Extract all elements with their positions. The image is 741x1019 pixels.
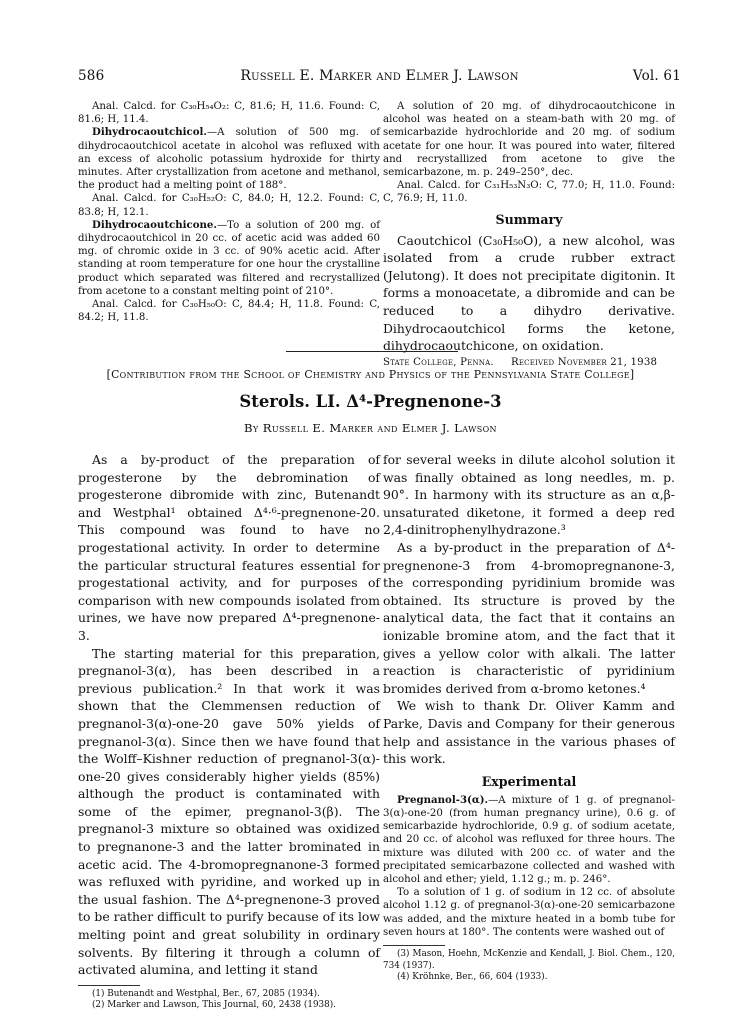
experimental-heading: Experimental [481,773,577,789]
paragraph: The starting material for this preparation, pregnanol-3(α), has been described in a previous publication.² In that work it was shown that the Clemmensen reduction of pregnanol-3(α)-one-20 gave 50% yields of pregnanol-3(α). Since then we have found that the Wolff–Kishner reduction of pregnanol-3(α)-one-20 gives considerably higher yields (85%) although the product is contaminated with some of the epimer, pregnanol-3(β). The pregnanol-3 mixture so obtained was oxidized to pregnanone-3 and the latter brominated in acetic acid. The 4-bromopregnanone-3 formed was refluxed with pyridine, and worked up in the usual fashion. The Δ⁴-pregnenone-3 proved to be rather difficult to purify because of its low melting point and great solubility in ordinary solvents. By filtering it through a column of activated alumina, and letting it stand [78,645,380,978]
page-header [78,68,681,86]
analysis-line: Anal. Calcd. for C₃₁H₅₃N₃O: C, 77.0; H, 11.0. Found: C, 76.9; H, 11.0. [383,180,675,205]
summary-heading: Summary [495,211,563,227]
footnote: (3) Mason, Hoehn, McKenzie and Kendall, J. Biol. Chem., 120, 734 (1937). [383,948,675,971]
article-divider [286,351,458,352]
compound-heading: Dihydrocaoutchicone. [92,218,217,231]
analysis-line: Anal. Calcd. for C₃₀H₅₂O: C, 84.0; H, 12.2. Found: C, 83.8; H, 12.1. [78,193,380,218]
footnote: (1) Butenandt and Westphal, Ber., 67, 2085 (1934). [92,988,320,999]
paragraph [383,794,675,886]
paragraph: As a by-product in the preparation of Δ⁴-pregnenone-3 from 4-bromopregnanone-3, the corresponding pyridinium bromide was obtained. Its structure is proved by the analytical data, the fact that it contains an ionizable bromine atom, and the fact that it gives a yellow color with alkali. The latter reaction is characteristic of pyridinium bromides derived from α-bromo ketones.⁴ [383,539,675,696]
main-left-column [78,451,380,1012]
compound-heading: Dihydrocaoutchicol. [92,126,207,139]
footnote-rule [383,945,445,946]
page-number: 586 [78,68,105,84]
paragraph [78,219,380,298]
paragraph: for several weeks in dilute alcohol solution it was finally obtained as long needles, m. p. 90°. In harmony with its structure as an α,β-unsaturated diketone, it formed a deep red 2,4-dinitrophenylhydrazone.³ [383,452,675,538]
footnote-rule [78,985,140,986]
paragraph-text: —A solution of 500 mg. of dihydrocaoutchicol acetate in alcohol was refluxed with an excess of alcoholic potassium hydroxide for thirty minutes. After crystallization from acetone and methanol, the product had a melting point of 188°. [78,127,380,192]
paragraph: As a by-product of the preparation of progesterone by the debromination of progesterone dibromide with zinc, Butenandt and Westphal¹ obtained Δ⁴·⁶-pregnenone-20. This compound was found to have no progestational activity. In order to determine the particular structural features essential for progestational activity, and for purposes of comparison with new compounds isolated from urines, we have now prepared Δ⁴-pregnenone-3. [78,452,380,643]
main-right-column [383,451,675,984]
summary-text: Caoutchicol (C₃₀H₅₀O), a new alcohol, was isolated from a crude rubber extract (Jelutong). It does not precipitate digitonin. It forms a monoacetate, a dibromide and can be reduced to a dihydro derivative. Dihydrocaoutchicol forms the ketone, dihydrocaoutchicone, on oxidation. [383,232,675,354]
prev-article-left-column [78,100,380,324]
footnote: (4) Kröhnke, Ber., 66, 604 (1933). [397,972,548,983]
prev-article-right-column [383,100,675,368]
paragraph: We wish to thank Dr. Oliver Kamm and Parke, Davis and Company for their generous help and assistance in the various phases of this work. [383,698,675,767]
running-title: Russell E. Marker and Elmer J. Lawson [240,68,519,84]
paragraph [78,126,380,192]
analysis-line: Anal. Calcd. for C₃₀H₅₄O₂: C, 81.6; H, 11.6. Found: C, 81.6; H, 11.4. [78,101,380,126]
paragraph: A solution of 20 mg. of dihydrocaoutchicone in alcohol was heated on a steam-bath with 20 mg. of semicarbazide hydrochloride and 20 mg. of sodium acetate for one hour. It was poured into water, filtered and recrystallized from acetone to give the semicarbazone, m. p. 249–250°, dec. [383,101,675,179]
contribution-line: [Contribution from the School of Chemistry and Physics of the Pennsylvania State College] [106,368,635,381]
paragraph-text: —A mixture of 1 g. of pregnanol-3(α)-one-20 (from human pregnancy urine), 0.6 g. of semicarbazide hydrochloride, 0.9 g. of sodium acetate, and 20 cc. of alcohol was refluxed for three hours. The mixture was diluted with 200 cc. of water and the precipitated semicarbazone collected and washed with alcohol and ether; yield, 1.12 g.; m. p. 246°. [383,794,675,885]
footnote: (2) Marker and Lawson, This Journal, 60, 2438 (1938). [92,1000,336,1011]
article-title: Sterols. LI. Δ⁴-Pregnenone-3 [239,392,502,411]
volume-label: Vol. 61 [632,68,681,84]
paragraph-text: —To a solution of 200 mg. of dihydrocaoutchicol in 20 cc. of acetic acid was added 60 mg. of chromic oxide in 3 cc. of 90% acetic acid. After standing at room temperature for one hour the crystalline product which separated was filtered and recrystallized from acetone to a constant melting point of 210°. [78,219,380,297]
article-authors: By Russell E. Marker and Elmer J. Lawson [244,421,497,435]
analysis-line: Anal. Calcd. for C₃₀H₅₀O: C, 84.4; H, 11.8. Found: C, 84.2; H, 11.8. [78,299,380,324]
paragraph: To a solution of 1 g. of sodium in 12 cc. of absolute alcohol 1.12 g. of pregnanol-3(α)-one-20 semicarbazone was added, and the mixture heated in a bomb tube for seven hours at 180°. The contents were washed out of [383,887,675,938]
compound-heading: Pregnanol-3(α). [397,793,489,806]
signature-line: State College, Penna. Received November 21, 1938 [383,356,658,368]
